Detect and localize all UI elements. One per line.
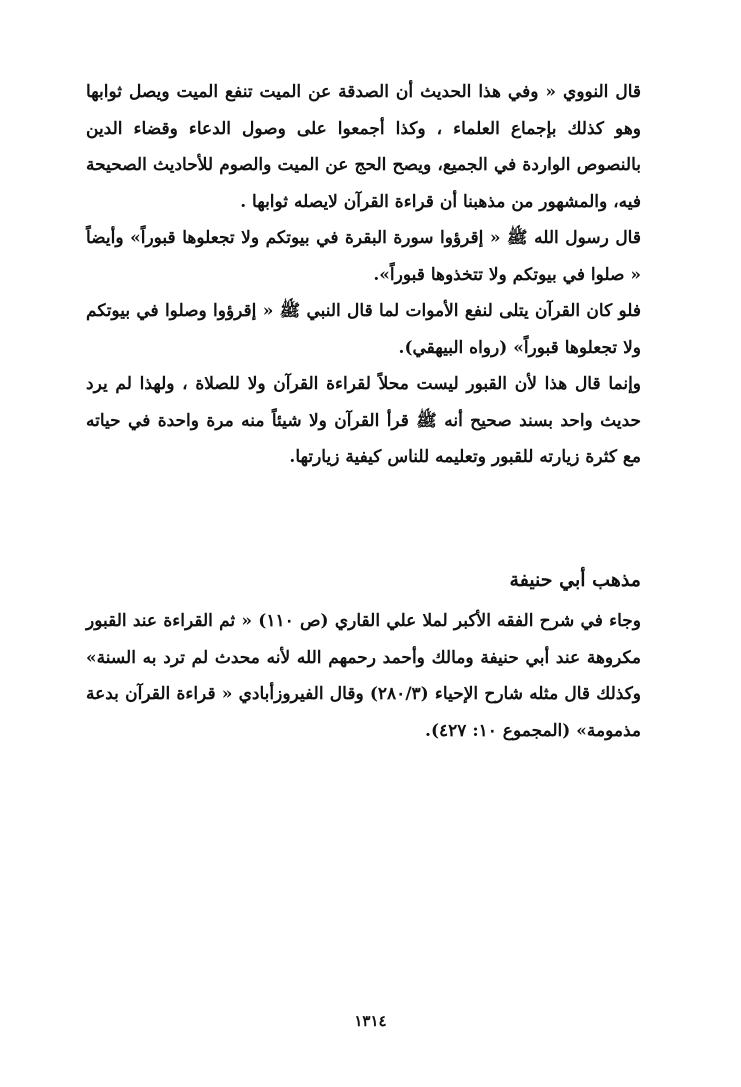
paragraph-quran-for-dead: فلو كان القرآن يتلى لنفع الأموات لما قال النبي ﷺ « إقرؤوا وصلوا في بيوتكم ولا تجعلوها قبوراً» (رواه البيهقي). xyxy=(86,301,641,358)
paragraph-graves-not-place: وإنما قال هذا لأن القبور ليست محلاً لقراءة القرآن ولا للصلاة ، ولهذا لم يرد حديث واحد بسند صحيح أنه ﷺ قرأ القرآن ولا شيئاً منه مرة واحدة في حياته مع كثرة زيارته للقبور وتعليمه للناس كيفية زيارتها. xyxy=(86,374,641,467)
paragraph-nawawi-quote: قال النووي « وفي هذا الحديث أن الصدقة عن الميت تنفع الميت ويصل ثوابها وهو كذلك بإجماع العلماء ، وكذا أجمعوا على وصول الدعاء وقضاء الدين بالنصوص الواردة في الجميع، ويصح الحج عن الميت والصوم للأحاديث الصحيحة فيه، والمشهور من مذهبنا أن قراءة القرآن لايصله ثوابها . xyxy=(86,82,641,212)
main-text-block xyxy=(86,74,641,476)
abu-hanifa-text-block xyxy=(86,603,641,749)
paragraph-fiqh-akbar: وجاء في شرح الفقه الأكبر لملا علي القاري (ص ١١٠) « ثم القراءة عند القبور مكروهة عند أبي حنيفة ومالك وأحمد رحمهم الله لأنه محدث لم ترد به السنة» وكذلك قال مثله شارح الإحياء (٢٨٠/٣) وقال الفيروزأبادي « قراءة القرآن بدعة مذمومة» (المجموع ١٠: ٤٢٧). xyxy=(86,611,641,741)
paragraph-hadith-baqarah: قال رسول الله ﷺ « إقرؤوا سورة البقرة في بيوتكم ولا تجعلوها قبوراً» وأيضاً « صلوا في بيوتكم ولا تتخذوها قبوراً». xyxy=(86,228,641,285)
page-number: ١٣١٤ xyxy=(354,1012,387,1030)
section-heading-abu-hanifa: مذهب أبي حنيفة xyxy=(509,569,641,591)
